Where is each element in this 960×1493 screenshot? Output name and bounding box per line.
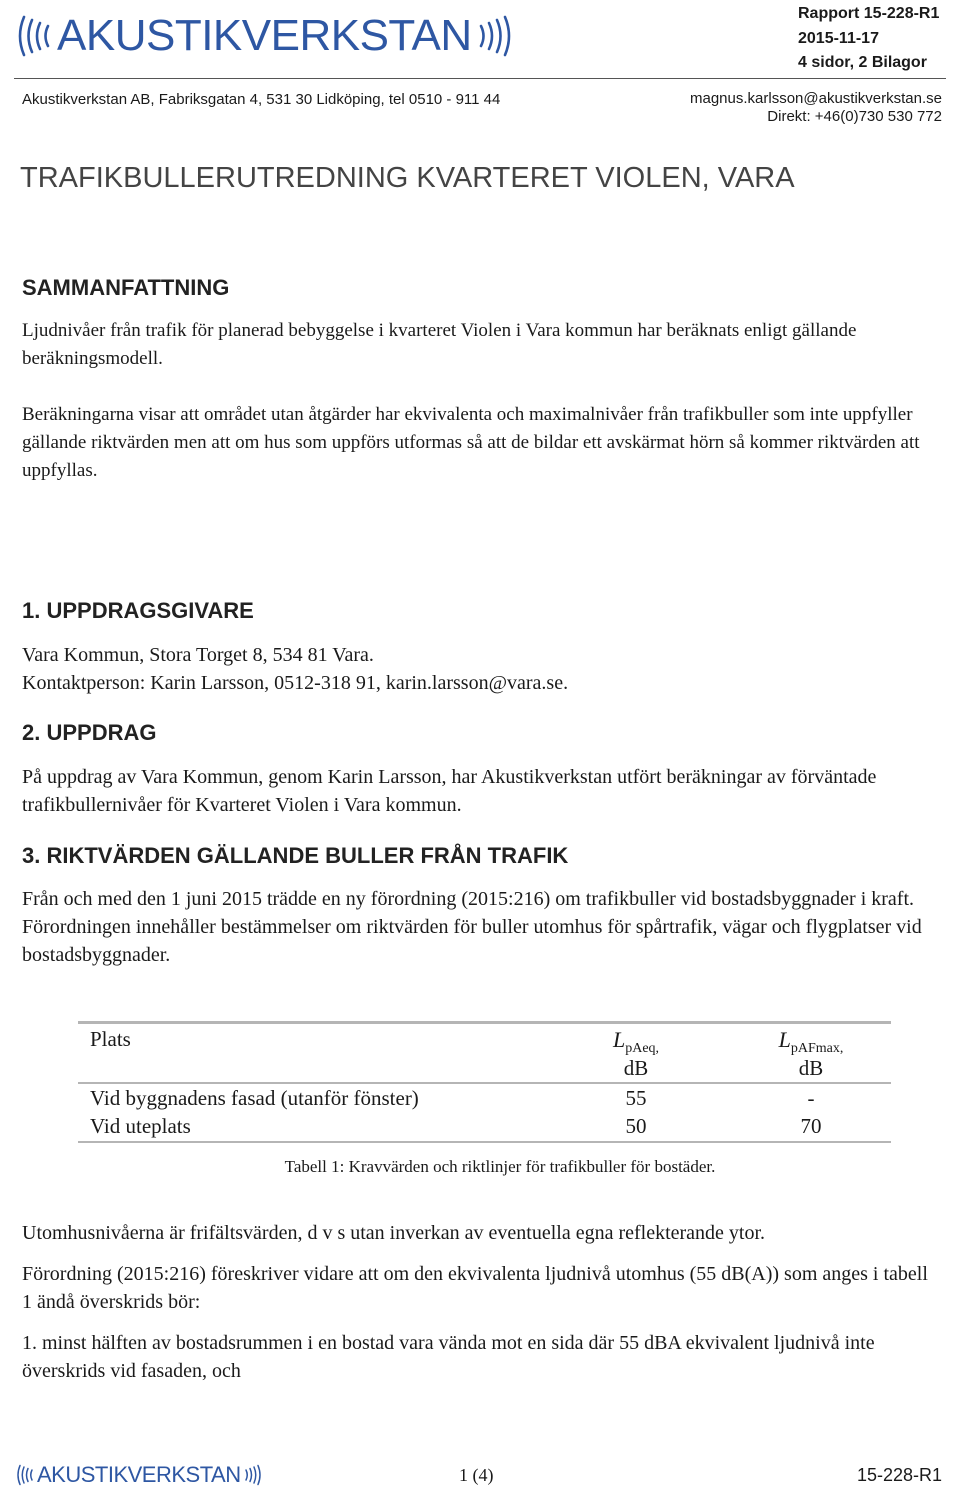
table-header-plats: Plats [90,1027,131,1051]
logo-text: AKUSTIKVERKSTAN [57,11,472,60]
section-3-heading: 3. RIKTVÄRDEN GÄLLANDE BULLER FRÅN TRAFIK [22,843,569,868]
requirement-item-1: 1. minst hälften av bostadsrummen i en bostad vara vända mot en sida där 55 dBA ekvivalent ljudnivå inte överskrids vid fasaden, och [22,1332,875,1382]
table-caption: Tabell 1: Kravvärden och riktlinjer för trafikbuller för bostäder. [284,1157,716,1176]
summary-heading: SAMMANFATTNING [22,275,230,300]
lafmax-symbol: L [778,1027,791,1052]
laeq-symbol: L [612,1027,626,1052]
footer-report-ref: 15-228-R1 [856,1465,942,1485]
table-cell-laeq: 55 [625,1086,647,1110]
footer-logo [15,1460,263,1490]
summary-paragraph-2: Beräkningarna visar att området utan åtgärder har ekvivalenta och maximalnivåer från trafikbuller som inte uppfyller gällande riktvärden men att om hus som uppförs utformas så att de bildar ett avskärmat hörn så kommer riktvärden att uppfyllas. [22,404,920,481]
table-cell-lafmax: 70 [800,1114,822,1138]
section-2-heading: 2. UPPDRAG [22,720,157,745]
table-row-label: Vid byggnadens fasad (utanför fönster) [90,1086,419,1110]
company-logo [14,8,515,64]
client-address: Vara Kommun, Stora Torget 8, 534 81 Vara. [22,644,374,666]
report-pages: 4 sidor, 2 Bilagor [798,54,927,71]
client-contact: Kontaktperson: Karin Larsson, 0512-318 91, karin.larsson@vara.se. [22,672,569,694]
sound-waves-left-icon [14,11,54,61]
table-bottom-rule [78,1141,891,1143]
footer-logo-text: AKUSTIKVERKSTAN [37,1462,241,1487]
outdoor-levels-paragraph: Utomhusnivåerna är frifältsvärden, d v s utan inverkan av eventuella egna reflekterande ytor. [22,1222,766,1244]
report-number: Rapport 15-228-R1 [798,5,940,22]
table-header-laeq-unit: dB [623,1056,649,1080]
table-header-rule [78,1082,891,1084]
table-header-lafmax [741,1027,881,1057]
table-top-rule [78,1021,891,1024]
table-cell-laeq: 50 [625,1114,647,1138]
laeq-subscript: pAeq, [625,1041,660,1057]
section-3-paragraph: Från och med den 1 juni 2015 trädde en ny förordning (2015:216) om trafikbuller vid bostadsbyggnader i kraft. Förordningen innehåller bestämmelser om riktvärden för buller utomhus för spårtrafik, vägar och flygplatser vid bostadsbyggnader. [22,888,922,966]
summary-paragraph-1: Ljudnivåer från trafik för planerad bebyggelse i kvarteret Violen i Vara kommun har beräknats enligt gällande beräkningsmodell. [22,320,857,369]
report-date: 2015-11-17 [798,30,879,47]
table-header-lafmax-unit: dB [798,1056,824,1080]
table-header-laeq [566,1027,706,1057]
section-2-paragraph: På uppdrag av Vara Kommun, genom Karin Larsson, har Akustikverkstan utfört beräkningar av förväntade trafikbullernivåer för Kvarteret Violen i Vara kommun. [22,766,877,816]
page-number: 1 (4) [459,1465,494,1485]
sound-waves-right-icon [475,11,515,61]
section-1-heading: 1. UPPDRAGSGIVARE [22,598,254,623]
direct-phone: Direkt: +46(0)730 530 772 [767,108,942,125]
table-row-label: Vid uteplats [90,1114,191,1138]
section-1-body [22,641,938,697]
company-address: Akustikverkstan AB, Fabriksgatan 4, 531 30 Lidköping, tel 0510 - 911 44 [22,91,501,108]
sound-waves-left-icon [15,1462,35,1488]
contact-email: magnus.karlsson@akustikverkstan.se [690,90,942,107]
document-title: TRAFIKBULLERUTREDNING KVARTERET VIOLEN, VARA [20,162,795,194]
ordinance-paragraph: Förordning (2015:216) föreskriver vidare att om den ekvivalenta ljudnivå utomhus (55 dB(A)) som anges i tabell 1 ändå överskrids bör: [22,1263,928,1313]
table-cell-lafmax: - [807,1086,815,1110]
lafmax-subscript: pAFmax, [790,1041,844,1057]
sound-waves-right-icon [243,1462,263,1488]
header-divider [14,78,946,79]
